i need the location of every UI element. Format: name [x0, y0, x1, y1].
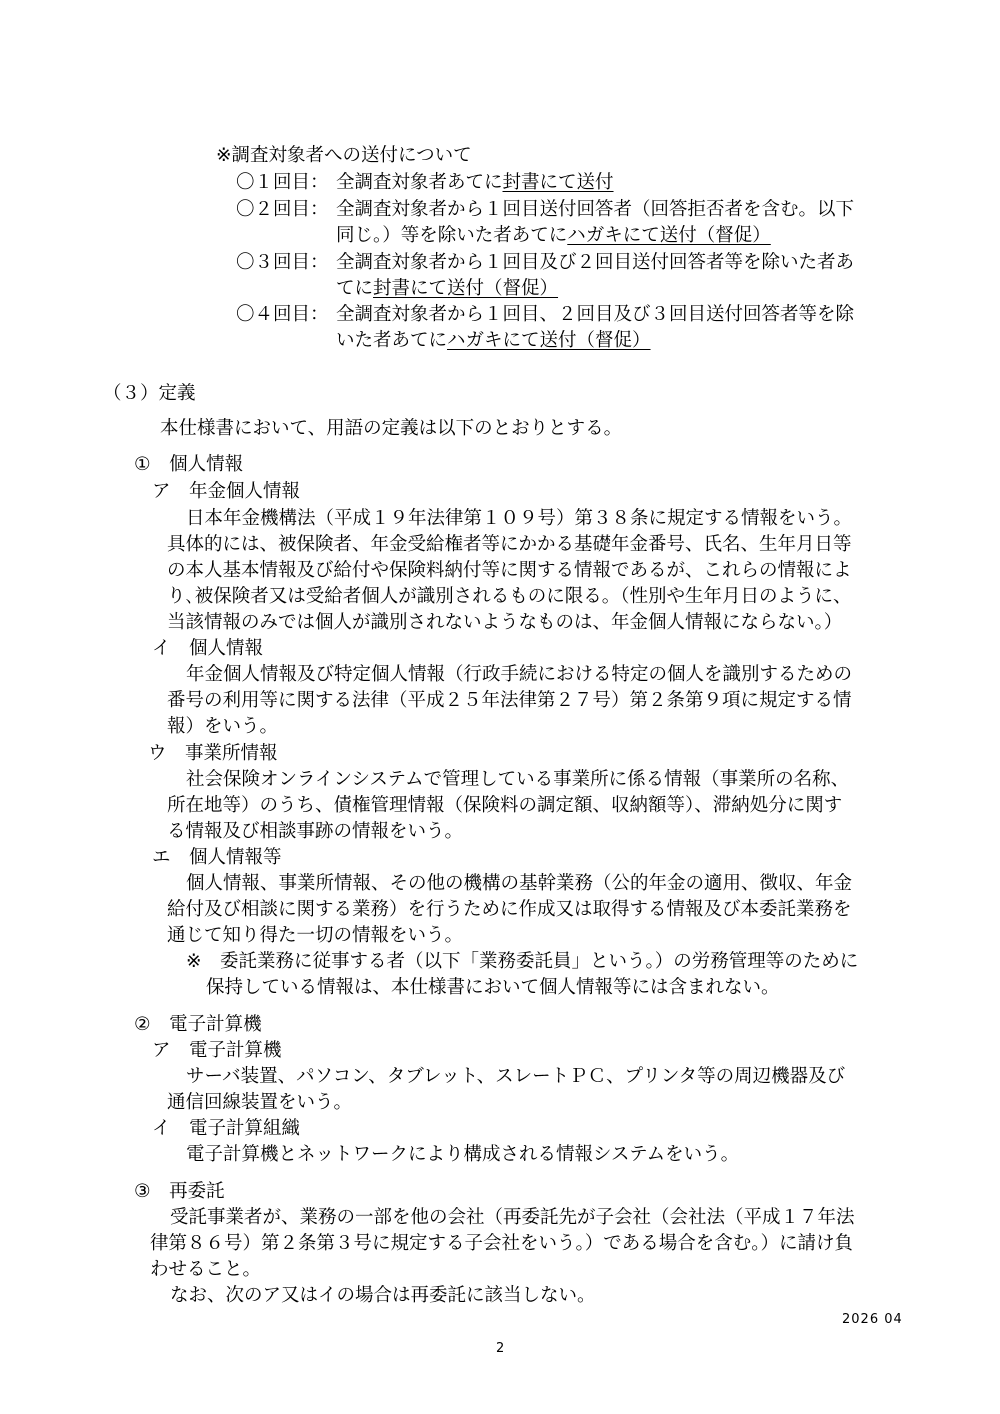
notice-item-3-line-2: てに封書にて送付（督促）	[336, 278, 559, 299]
item-e-line-3: 通じて知り得た一切の情報をいう。	[167, 925, 464, 946]
section-3-intro: 本仕様書において、用語の定義は以下のとおりとする。	[160, 418, 623, 439]
item-i-line-1: 年金個人情報及び特定個人情報（行政手続における特定の個人を識別するための	[186, 664, 853, 685]
item-2a-line-2: 通信回線装置をいう。	[167, 1092, 353, 1113]
subsection-1-heading: ① 個人情報	[134, 454, 244, 475]
item-a-line-3: の本人基本情報及び給付や保険料納付等に関する情報であるが、これらの情報によ	[167, 560, 852, 581]
subsection-3-line-2: 律第８６号）第２条第３号に規定する子会社をいう。）である場合を含む。）に請け負	[150, 1233, 854, 1254]
item-2a-line-1: サーバ装置、パソコン、タブレット、スレートＰＣ、プリンタ等の周辺機器及び	[186, 1066, 846, 1087]
item-i-heading: イ 個人情報	[152, 638, 264, 659]
item-u-heading: ウ 事業所情報	[148, 743, 278, 764]
notice-item-3-label: 〇３回目：	[236, 252, 329, 273]
notice-item-2-line-2: 同じ。）等を除いた者あてにハガキにて送付（督促）	[336, 225, 771, 246]
notice-item-2-label: 〇２回目：	[236, 199, 329, 220]
notice-item-1-line-1: 全調査対象者あてに封書にて送付	[336, 172, 614, 193]
item-e-heading: エ 個人情報等	[152, 847, 282, 868]
subsection-3-line-1: 受託事業者が、業務の一部を他の会社（再委託先が子会社（会社法（平成１７年法	[170, 1207, 855, 1228]
notice-heading: ※調査対象者への送付について	[216, 145, 472, 166]
item-u-line-3: る情報及び相談事跡の情報をいう。	[167, 821, 464, 842]
item-i-line-2: 番号の利用等に関する法律（平成２５年法律第２７号）第２条第９項に規定する情	[167, 690, 852, 711]
notice-item-1-label: 〇１回目：	[236, 172, 329, 193]
footer-date-code: 2026 04	[842, 1312, 903, 1327]
item-a-line-1: 日本年金機構法（平成１９年法律第１０９号）第３８条に規定する情報をいう。	[186, 508, 853, 529]
notice-item-3-line-1: 全調査対象者から１回目及び２回目送付回答者等を除いた者あ	[336, 252, 855, 273]
item-a-line-5: 当該情報のみでは個人が識別されないようなものは、年金個人情報にならない。）	[167, 612, 843, 633]
notice-item-4-label: 〇４回目：	[236, 304, 329, 325]
subsection-3-line-3: わせること。	[150, 1259, 262, 1280]
item-e-line-1: 個人情報、事業所情報、その他の機構の基幹業務（公的年金の適用、徴収、年金	[186, 873, 853, 894]
item-i-line-3: 報）をいう。	[167, 716, 279, 737]
item-a-line-2: 具体的には、被保険者、年金受給権者等にかかる基礎年金番号、氏名、生年月日等	[167, 534, 852, 555]
section-3-heading: （３）定義	[103, 383, 196, 404]
item-u-line-2: 所在地等）のうち、債権管理情報（保険料の調定額、収納額等）、滞納処分に関す	[167, 795, 843, 816]
notice-item-4-line-2: いた者あてにハガキにて送付（督促）	[336, 330, 651, 351]
item-a-line-4: り､被保険者又は受給者個人が識別されるものに限る｡（性別や生年月日のように、	[167, 586, 852, 607]
item-2i-heading: イ 電子計算組織	[152, 1118, 301, 1139]
item-a-heading: ア 年金個人情報	[152, 481, 301, 502]
item-2i-line-1: 電子計算機とネットワークにより構成される情報システムをいう。	[186, 1144, 740, 1165]
item-u-line-1: 社会保険オンラインシステムで管理している事業所に係る情報（事業所の名称、	[186, 769, 850, 790]
item-2a-heading: ア 電子計算機	[152, 1040, 282, 1061]
subsection-3-line-4: なお、次のア又はイの場合は再委託に該当しない。	[170, 1285, 596, 1306]
item-e-note-line-2: 保持している情報は、本仕様書において個人情報等には含まれない。	[206, 977, 780, 998]
notice-item-4-line-1: 全調査対象者から１回目、２回目及び３回目送付回答者等を除	[336, 304, 855, 325]
subsection-3-heading: ③ 再委託	[134, 1181, 225, 1202]
item-e-line-2: 給付及び相談に関する業務）を行うために作成又は取得する情報及び本委託業務を	[167, 899, 852, 920]
page-number: 2	[496, 1341, 506, 1356]
notice-item-2-line-1: 全調査対象者から１回目送付回答者（回答拒否者を含む。以下	[336, 199, 855, 220]
item-e-note-line-1: ※ 委託業務に従事する者（以下「業務委託員」という。）の労務管理等のために	[186, 951, 859, 972]
subsection-2-heading: ② 電子計算機	[134, 1014, 262, 1035]
